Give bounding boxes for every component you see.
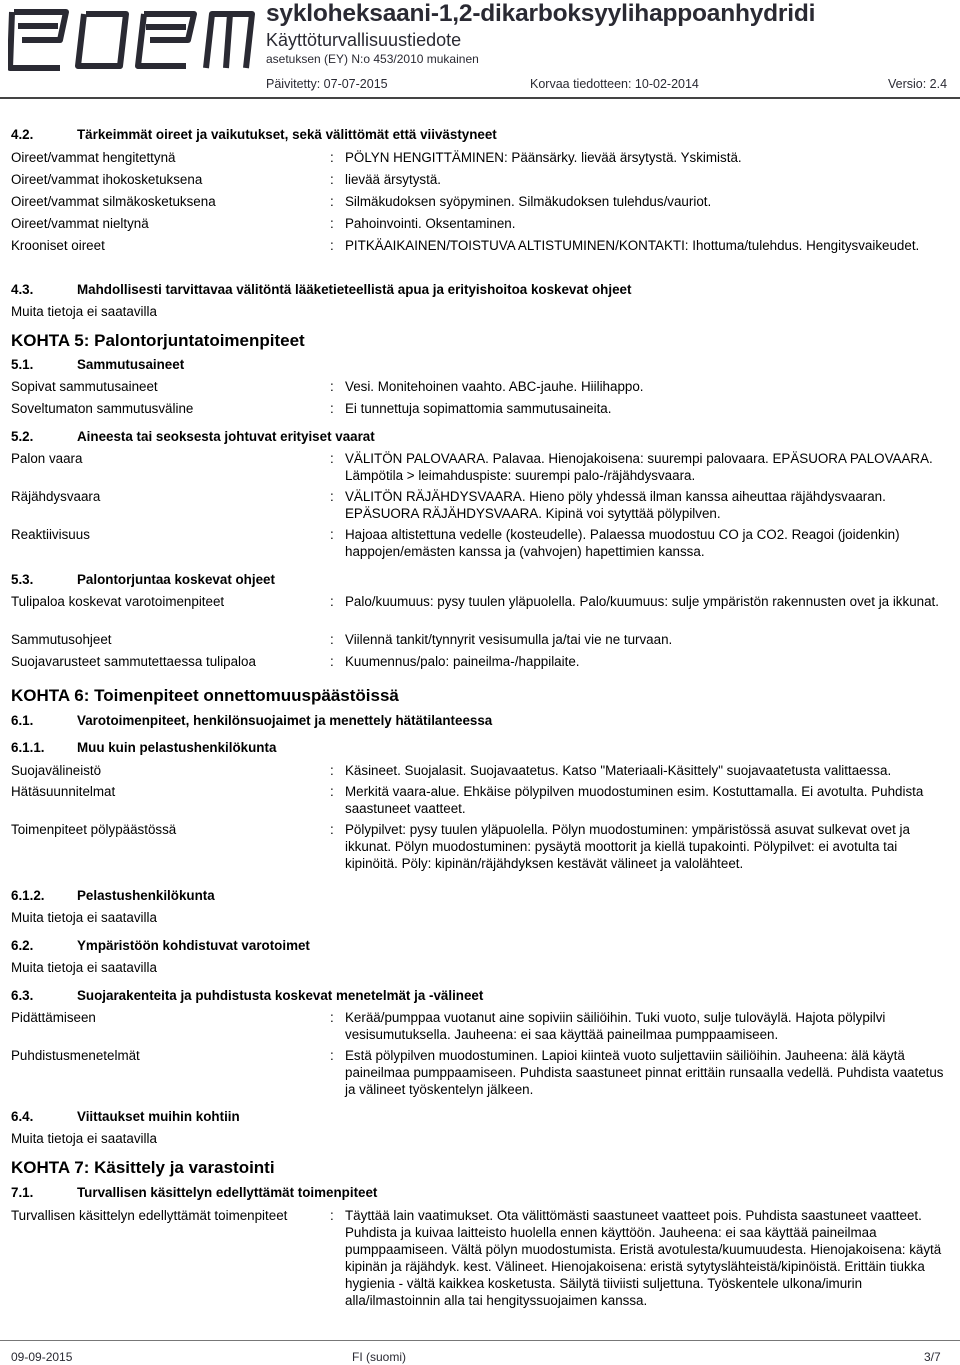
section-6-1-1-heading: 6.1.1. Muu kuin pelastushenkilökunta: [11, 740, 277, 755]
kohta-5-title: KOHTA 5: Palontorjuntatoimenpiteet: [11, 331, 305, 350]
document-title: sykloheksaani-1,2-dikarboksyylihappoanhydridi: [266, 0, 816, 27]
section-6-1-heading: 6.1. Varotoimenpiteet, henkilönsuojaimet ja menettely hätätilanteessa: [11, 713, 493, 728]
version-label: Versio: 2.4: [888, 77, 948, 91]
footer-divider: [0, 1340, 960, 1341]
section-6-1-2-heading: 6.1.2. Pelastushenkilökunta: [11, 888, 215, 903]
section-5-2-heading: 5.2. Aineesta tai seoksesta johtuvat erityiset vaarat: [11, 429, 375, 444]
section-4-2-heading: 4.2. Tärkeimmät oireet ja vaikutukset, sekä välittömät että viivästyneet: [11, 127, 497, 142]
kohta-7-title: KOHTA 7: Käsittely ja varastointi: [11, 1158, 275, 1177]
header-divider: [0, 97, 960, 99]
footer-date: 09-09-2015: [11, 1350, 73, 1364]
kohta-6-title: KOHTA 6: Toimenpiteet onnettomuuspäästöissä: [11, 686, 399, 705]
footer-page-number: 3/7: [924, 1350, 941, 1364]
section-5-1-heading: 5.1. Sammutusaineet: [11, 357, 185, 372]
section-7-1-heading: 7.1. Turvallisen käsittelyn edellyttämät toimenpiteet: [11, 1185, 378, 1200]
section-6-2-heading: 6.2. Ympäristöön kohdistuvat varotoimet: [11, 938, 310, 953]
document-subtitle: Käyttöturvallisuustiedote: [266, 30, 462, 50]
no-info-note: Muita tietoja ei saatavilla: [11, 910, 157, 925]
section-6-4-heading: 6.4. Viittaukset muihin kohtiin: [11, 1109, 240, 1124]
no-info-note: Muita tietoja ei saatavilla: [11, 1131, 157, 1146]
updated-date: Päivitetty: 07-07-2015: [266, 77, 388, 91]
section-4-3-heading: 4.3. Mahdollisesti tarvittavaa välitöntä lääketieteellistä apua ja erityishoitoa koskevat ohjeet: [11, 282, 632, 297]
footer-language: FI (suomi): [352, 1350, 406, 1364]
no-info-note: Muita tietoja ei saatavilla: [11, 960, 157, 975]
ecem-logo: [8, 4, 258, 76]
regulation-note: asetuksen (EY) N:o 453/2010 mukainen: [266, 52, 479, 66]
replaces-date: Korvaa tiedotteen: 10-02-2014: [530, 77, 699, 91]
section-5-3-heading: 5.3. Palontorjuntaa koskevat ohjeet: [11, 572, 275, 587]
section-6-3-heading: 6.3. Suojarakenteita ja puhdistusta koskevat menetelmät ja -välineet: [11, 988, 484, 1003]
no-info-note: Muita tietoja ei saatavilla: [11, 304, 157, 319]
